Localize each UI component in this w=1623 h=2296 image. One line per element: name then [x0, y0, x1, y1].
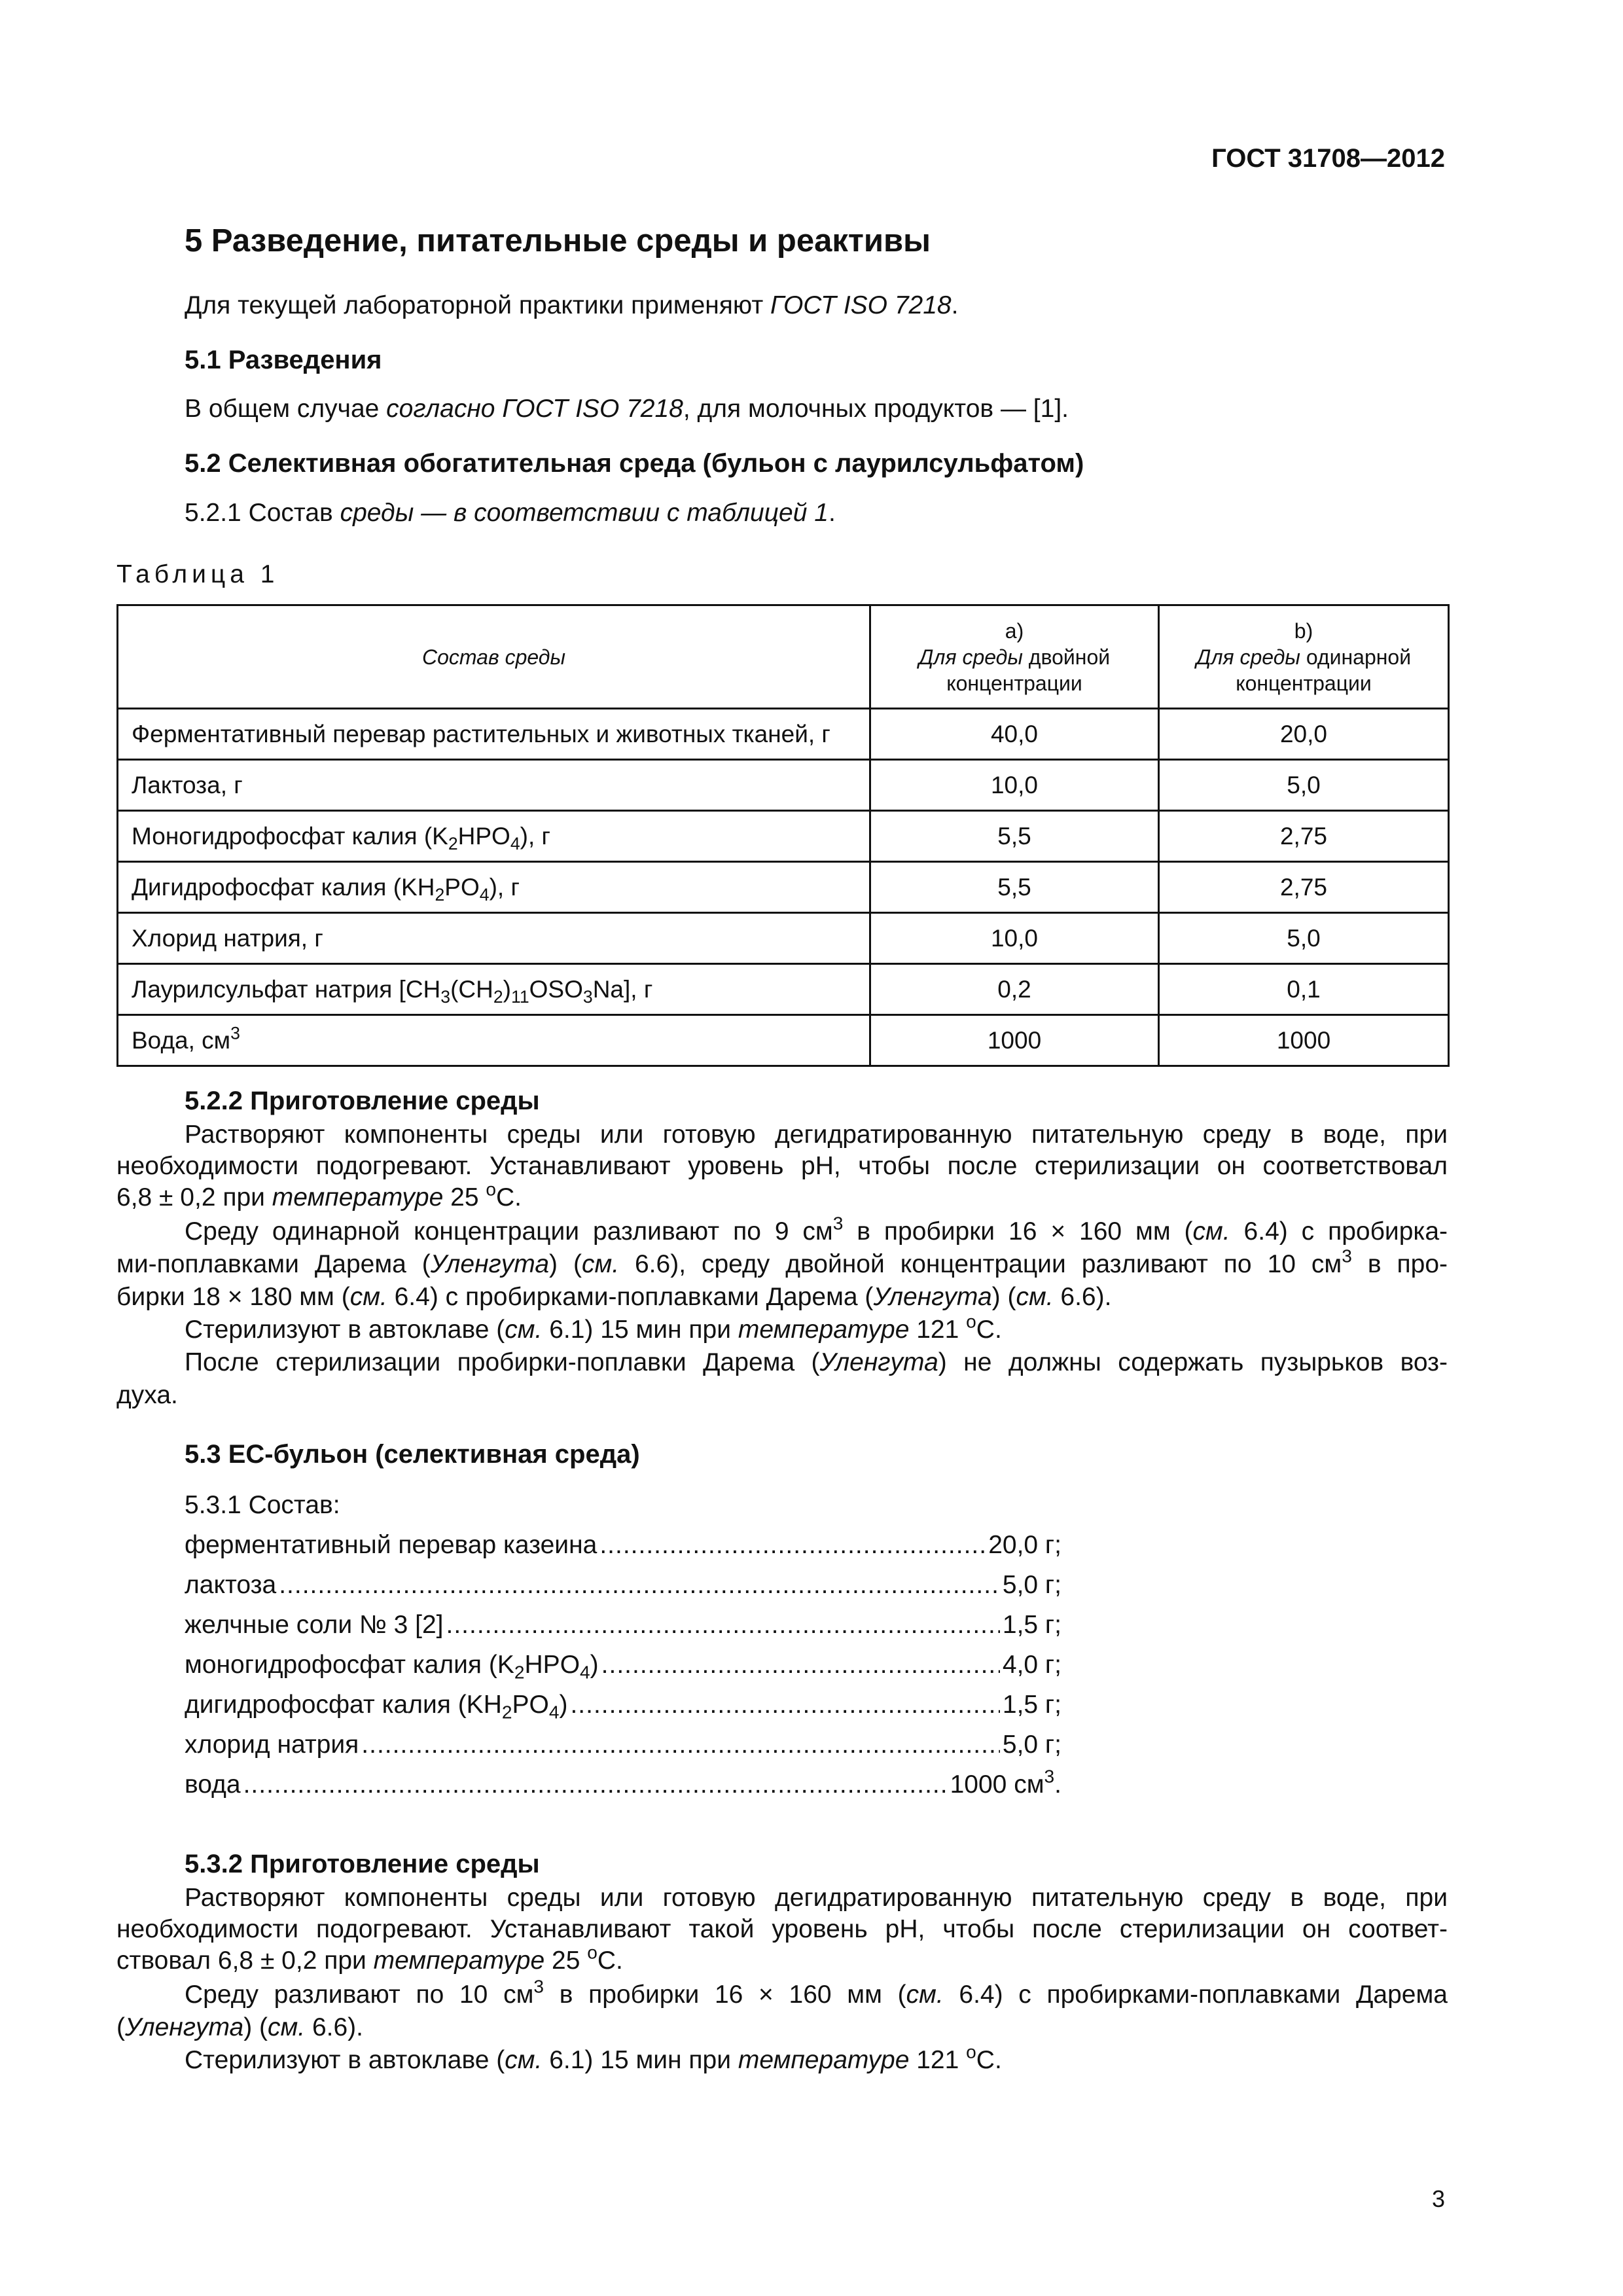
row-single-value: 1000 [1159, 1015, 1449, 1066]
row-double-value: 1000 [870, 1015, 1159, 1066]
section-5-2-title: 5.2 Селективная обогатительная среда (бульон с лаурилсульфатом) [185, 449, 1084, 478]
list-item: дигидрофосфат калия $(KH_2PO_4)$ ..... 1,5 г; [185, 1692, 1061, 1717]
section-5-2-2-title: 5.2.2 Приготовление среды [185, 1086, 540, 1115]
list-item: вода ..... 1000 $см^3$. [185, 1772, 1061, 1797]
row-double-value: 0,2 [870, 964, 1159, 1015]
row-name: Хлорид натрия, г [118, 913, 870, 964]
list-item: желчные соли № 3 [2] ..... 1,5 г; [185, 1612, 1061, 1638]
row-name: Лактоза, г [118, 760, 870, 811]
row-single-value: 5,0 [1159, 913, 1449, 964]
para-line: 6,8 ± 0,2 при температуре 25 $^o$С. [116, 1179, 522, 1211]
section-5-3-title: 5.3 ЕС-бульон (селективная среда) [185, 1440, 640, 1469]
row-name: Вода, $см^3$ [118, 1015, 870, 1066]
table-row [118, 964, 1449, 1015]
para-line: духа. [116, 1381, 178, 1409]
list-item: хлорид натрия ..... 5,0 г; [185, 1732, 1061, 1757]
para-line: ми-поплавками Дарема (Уленгута) (см. 6.6), среду двойной концентрации разливают по 10 $см^3$ в про- [116, 1246, 1448, 1278]
section-5-2-1-text: 5.2.1 Состав среды — в соответствии с таблицей 1. [185, 499, 836, 527]
section-5-1-text: В общем случае согласно ГОСТ ISO 7218, для молочных продуктов — [1]. [185, 395, 1069, 423]
page-number: 3 [1431, 2185, 1445, 2212]
row-double-value: 10,0 [870, 913, 1159, 964]
row-single-value: 2,75 [1159, 862, 1449, 913]
document-code: ГОСТ 31708—2012 [1211, 144, 1445, 173]
row-double-value: 40,0 [870, 709, 1159, 760]
list-item: лактоза ..... 5,0 г; [185, 1572, 1061, 1598]
composition-table [116, 604, 1450, 1067]
row-double-value: 5,5 [870, 862, 1159, 913]
para-line: Стерилизуют в автоклаве (см. 6.1) 15 мин при температуре 121 $^o$С. [185, 1311, 1002, 1344]
row-single-value: 0,1 [1159, 964, 1449, 1015]
para-line: бирки 18 × 180 мм (см. 6.4) с пробирками-поплавками Дарема (Уленгута) (см. 6.6). [116, 1283, 1112, 1311]
section-5-title: 5 Разведение, питательные среды и реактивы [185, 223, 931, 259]
row-double-value: 5,5 [870, 811, 1159, 862]
table-row [118, 760, 1449, 811]
table-row [118, 1015, 1449, 1066]
row-name: Ферментативный перевар растительных и животных тканей, г [118, 709, 870, 760]
para-line: Стерилизуют в автоклаве (см. 6.1) 15 мин при температуре 121 $^o$С. [185, 2041, 1002, 2074]
table-row [118, 862, 1449, 913]
section-5-3-2-title: 5.3.2 Приготовление среды [185, 1850, 540, 1878]
list-item: ферментативный перевар казеина ..... 20,0 г; [185, 1532, 1061, 1558]
row-double-value: 10,0 [870, 760, 1159, 811]
header-single-concentration: b) Для среды одинарной концентрации [1159, 605, 1449, 709]
table-row [118, 913, 1449, 964]
row-single-value: 20,0 [1159, 709, 1449, 760]
row-name: Дигидрофосфат калия $(KH_2PO_4)$, г [118, 862, 870, 913]
row-single-value: 2,75 [1159, 811, 1449, 862]
row-name: Лаурилсульфат натрия $[CH_3(CH_2)_{11}OSO_3Na]$, г [118, 964, 870, 1015]
para-line: Растворяют компоненты среды или готовую дегидратированную питательную среду в воде, при [185, 1121, 1448, 1149]
table-row [118, 709, 1449, 760]
para-line: необходимости подогревают. Устанавливают такой уровень рН, чтобы после стерилизации он соответ- [116, 1915, 1448, 1943]
para-line: Среду разливают по 10 $см^3$ в пробирки 16 × 160 мм (см. 6.4) с пробирками-поплавками Дарема [185, 1976, 1448, 2009]
header-composition: Состав среды [118, 605, 870, 709]
table-header-row [118, 605, 1449, 709]
row-single-value: 5,0 [1159, 760, 1449, 811]
para-line: ствовал 6,8 ± 0,2 при температуре 25 $^o$С. [116, 1942, 623, 1975]
row-name: Моногидрофосфат калия $(K_2HPO_4)$, г [118, 811, 870, 862]
para-line: необходимости подогревают. Устанавливают уровень рН, чтобы после стерилизации он соответствовал [116, 1152, 1448, 1180]
para-line: Среду одинарной концентрации разливают по 9 $см^3$ в пробирки 16 × 160 мм (см. 6.4) с пробирка- [185, 1213, 1448, 1246]
list-item: моногидрофосфат калия $(K_2HPO_4)$ ..... 4,0 г; [185, 1652, 1061, 1677]
table-caption: Таблица 1 [116, 560, 279, 588]
table-row [118, 811, 1449, 862]
section-5-1-title: 5.1 Разведения [185, 346, 382, 374]
para-line: (Уленгута) (см. 6.6). [116, 2013, 363, 2041]
para-line: После стерилизации пробирки-поплавки Дарема (Уленгута) не должны содержать пузырьков воз- [185, 1348, 1448, 1376]
header-double-concentration: a) Для среды двойной концентрации [870, 605, 1159, 709]
para-line: Растворяют компоненты среды или готовую дегидратированную питательную среду в воде, при [185, 1884, 1448, 1912]
section-5-intro: Для текущей лабораторной практики применяют ГОСТ ISO 7218. [185, 291, 959, 319]
section-5-3-1-label: 5.3.1 Состав: [185, 1491, 340, 1519]
